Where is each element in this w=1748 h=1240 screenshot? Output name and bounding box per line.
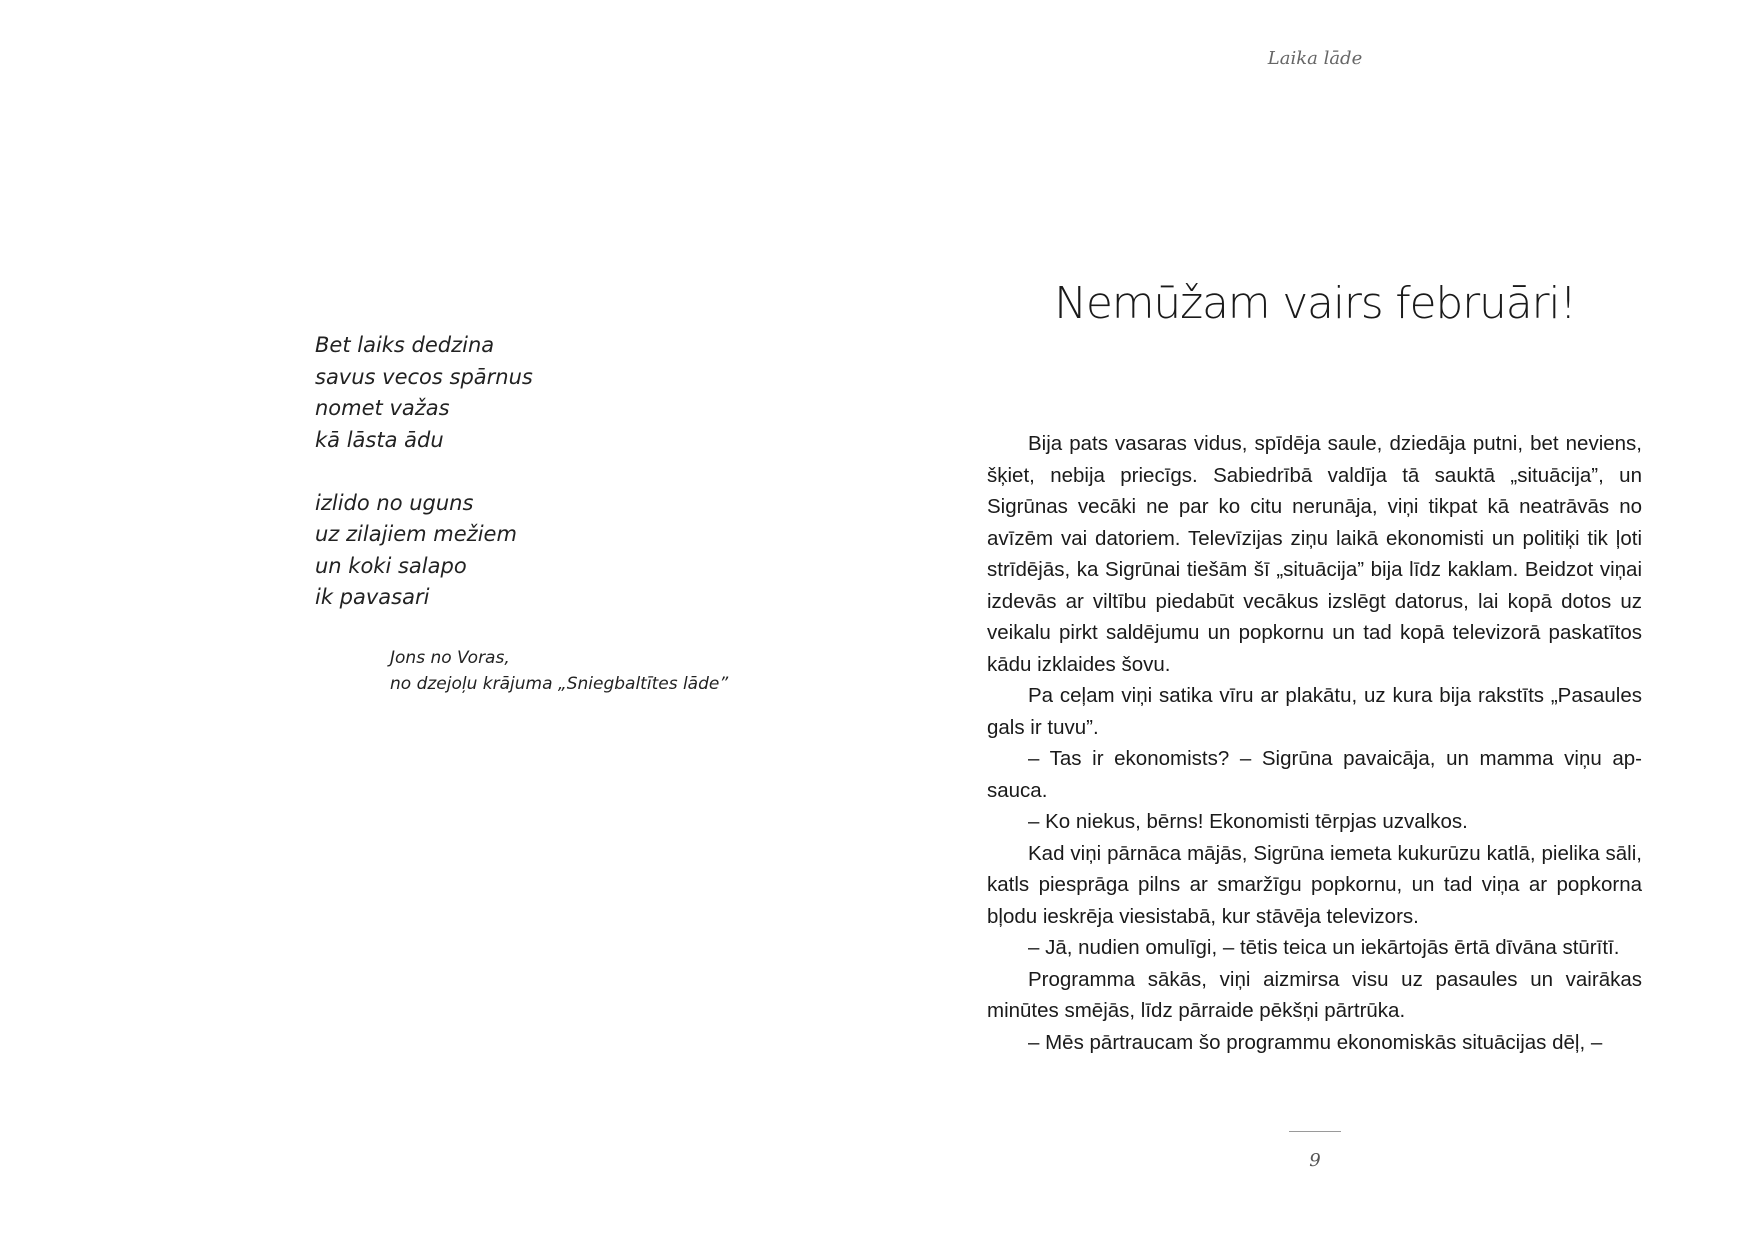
- poem-line: Bet laiks dedzina: [315, 333, 495, 357]
- poem-line: un koki salapo: [315, 553, 467, 578]
- poem-line: nomet važas: [315, 396, 450, 420]
- paragraph: Pa ceļam viņi satika vīru ar plakātu, uz kura bija rakstīts „Pasaules gals ir tuvu”.: [987, 684, 1642, 739]
- paragraph: Bija pats vasaras vidus, spīdēja saule, dziedāja putni, bet neviens, šķiet, nebija priecīgs. Sabiedrībā valdīja tā sauktā „situācija”, un Sigrūnas vecāki ne par ko citu nerunāja, viņi tikpat kā neatrāvās no avīzēm vai datoriem. Televīzijas ziņu laikā ekonomisti un politiķi tik ļoti strīdējās, ka Sigrūnai tiešām šī „situācija” bija līdz kaklam. Beidzot viņai izdevās ar viltību piedabūt vecākus izslēgt datorus, lai kopā dotos uz veikalu pirkt saldējumu un popkornu un tad kopā televizorā paskatītos kādu izklaides šovu.: [987, 432, 1642, 676]
- page-number: 9: [1309, 1150, 1321, 1171]
- poem-attribution: [390, 645, 830, 697]
- epigraph-poem: [315, 330, 755, 614]
- poem-line: izlido no uguns: [315, 490, 474, 515]
- page-number-rule: [1289, 1131, 1341, 1132]
- paragraph: – Mēs pārtraucam šo programmu ekonomiskās situācijas dēļ, –: [1028, 1030, 1603, 1054]
- attribution-author: Jons no Voras,: [390, 648, 510, 668]
- paragraph: Kad viņi pārnāca mājās, Sigrūna iemeta kukurūzu katlā, pielika sāli, katls piesprāga pilns ar smaržīgu popkornu, un tad viņa ar popkorna bļodu ieskrēja viesistabā, kur stāvēja televizors.: [987, 841, 1642, 928]
- poem-stanza-1: [315, 330, 755, 456]
- poem-line: savus vecos spārnus: [315, 364, 533, 389]
- chapter-body: [987, 428, 1642, 1058]
- chapter-title: Nemūžam vairs februāri!: [1054, 278, 1576, 329]
- poem-stanza-2: [315, 488, 755, 614]
- paragraph: Programma sākās, viņi aizmirsa visu uz pasaules un vairākas minūtes smējās, līdz pārraide pēkšņi pārtrūka.: [987, 967, 1642, 1022]
- paragraph: – Jā, nudien omulīgi, – tētis teica un iekārtojās ērtā dīvāna stūrītī.: [1028, 936, 1620, 959]
- paragraph: – Tas ir ekonomists? – Sigrūna pavaicāja, un mamma viņu apsauca.: [987, 747, 1642, 802]
- running-header: Laika lāde: [1267, 48, 1363, 69]
- poem-line: ik pavasari: [315, 585, 430, 609]
- paragraph: – Ko niekus, bērns! Ekonomisti tērpjas uzvalkos.: [1028, 810, 1468, 833]
- poem-line: uz zilajiem mežiem: [315, 522, 517, 546]
- poem-line: kā lāsta ādu: [315, 427, 444, 452]
- attribution-source: no dzejoļu krājuma „Sniegbaltītes lāde”: [390, 674, 729, 694]
